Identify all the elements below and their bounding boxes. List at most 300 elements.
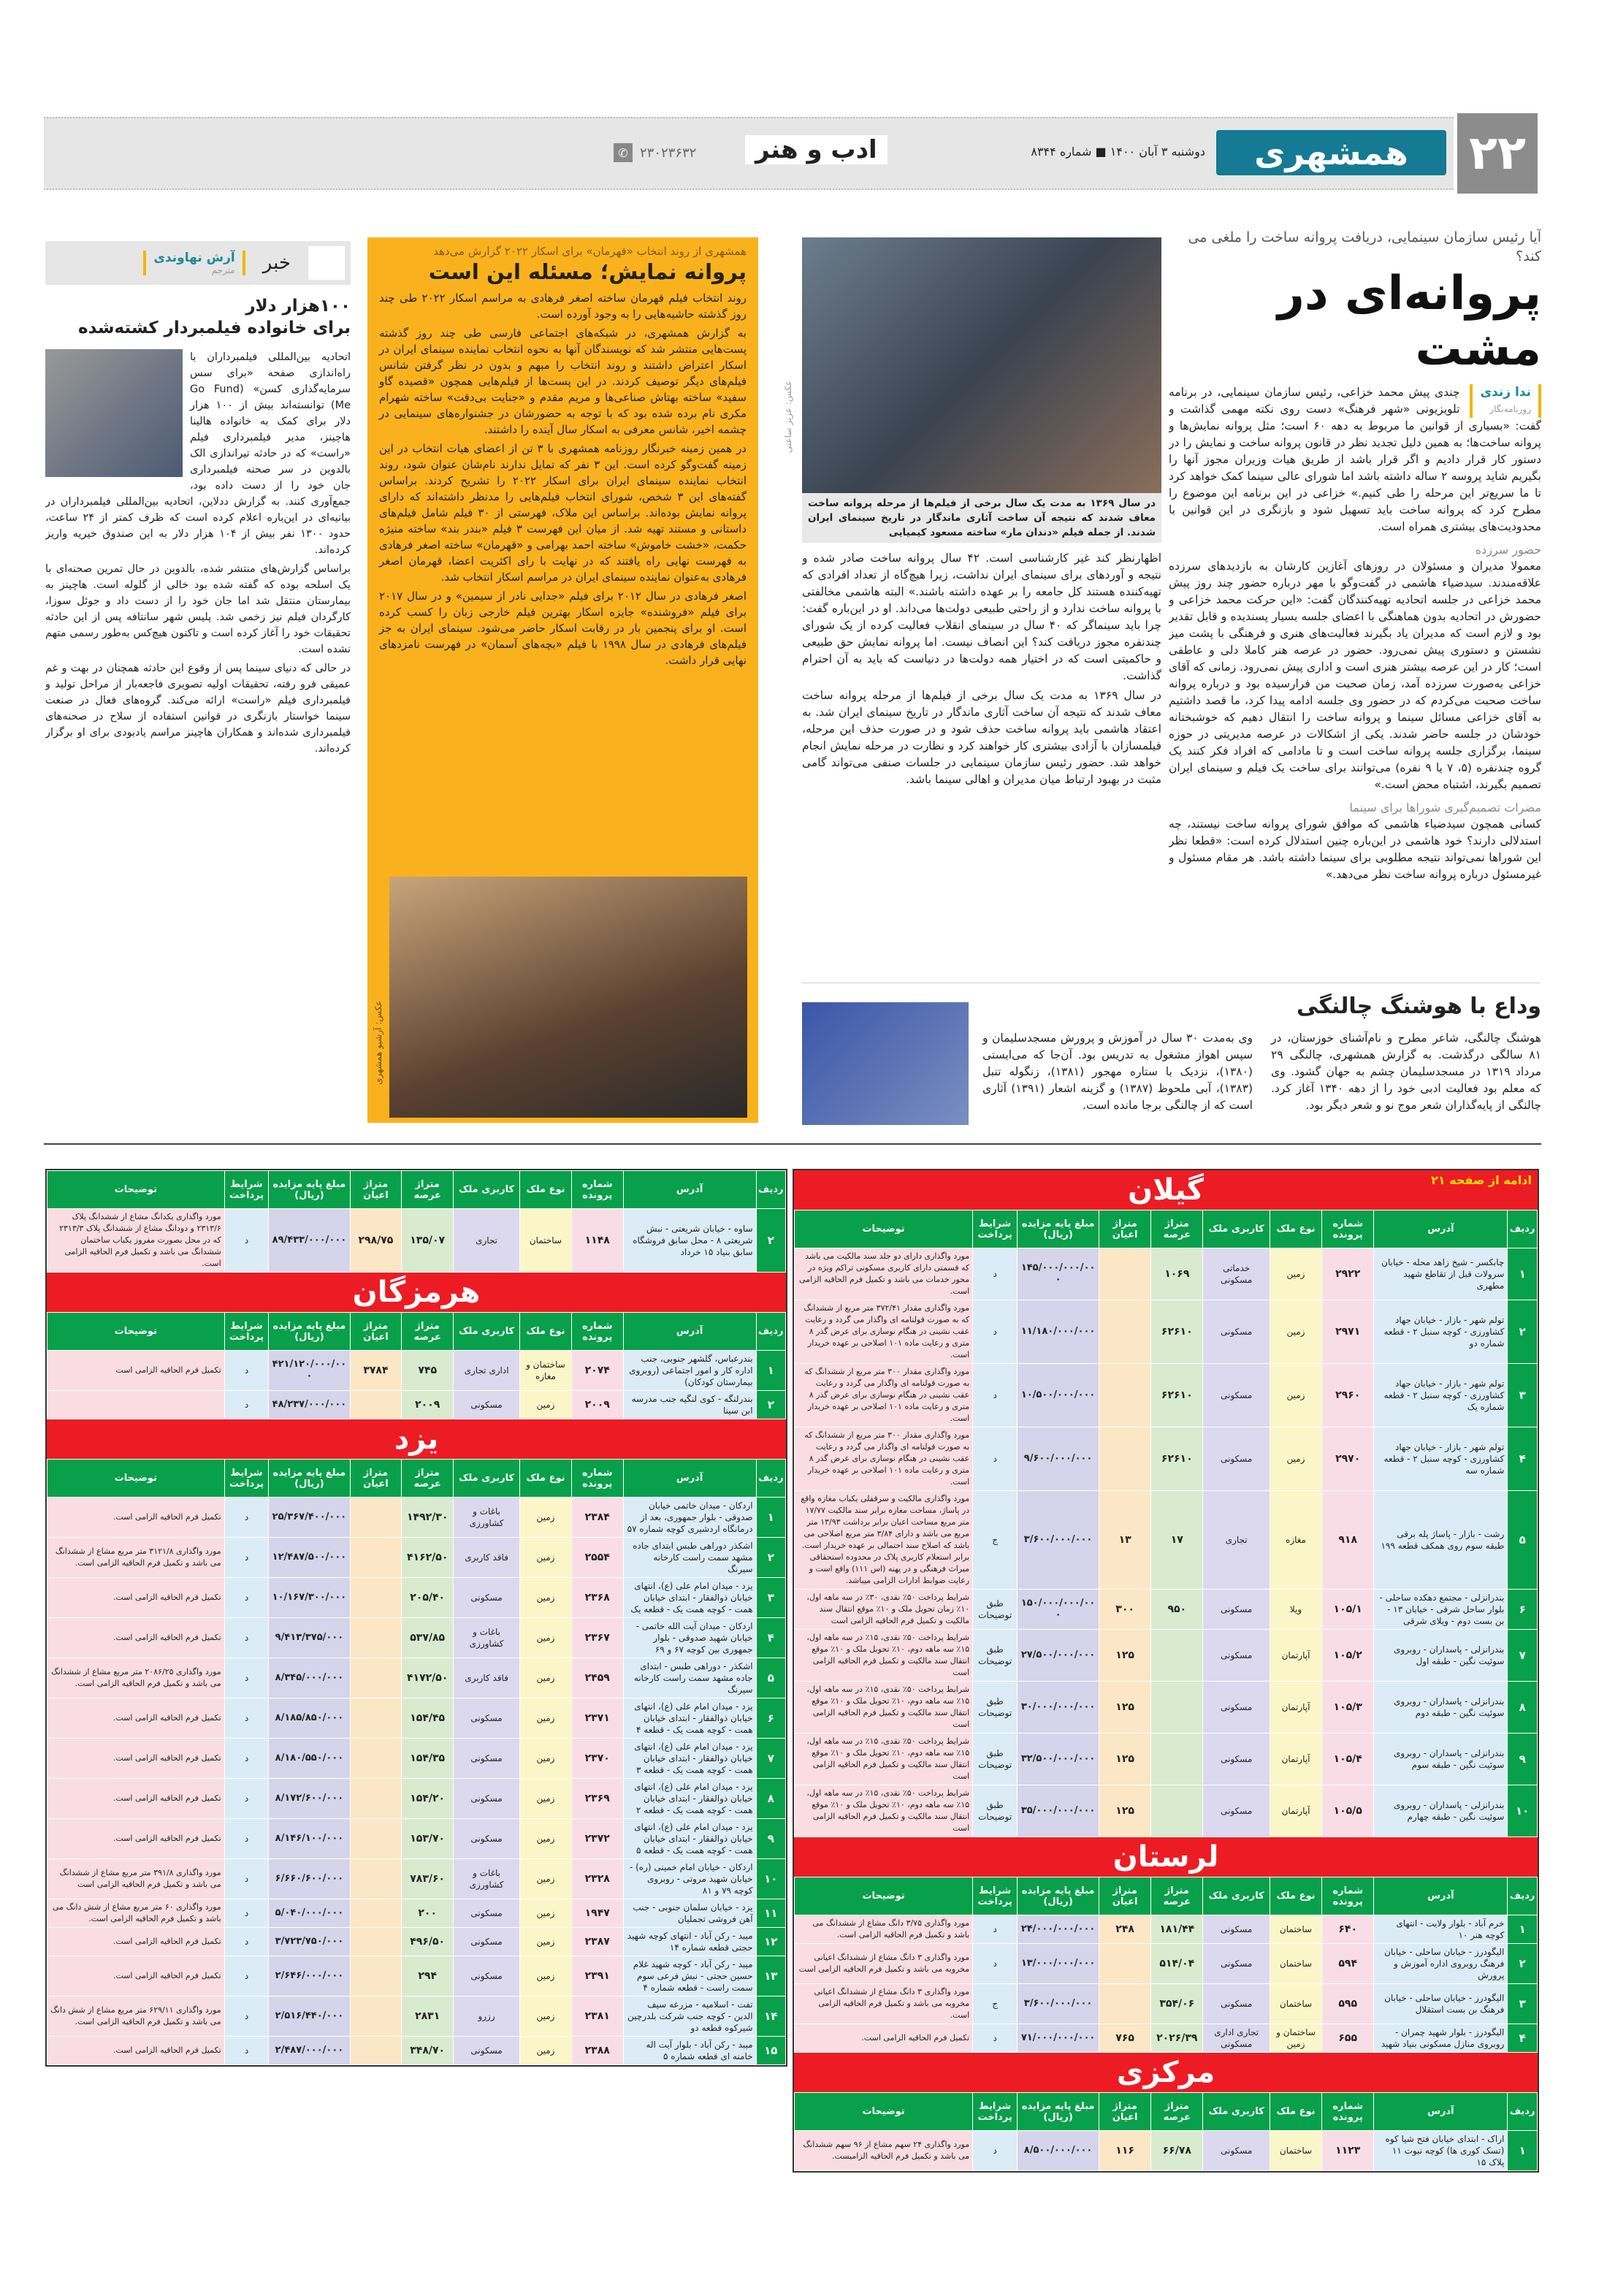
column-header: ردیف (756, 1460, 785, 1498)
auction-table (794, 2092, 1538, 2171)
table-row (47, 2037, 786, 2065)
region-title (47, 1419, 786, 1459)
table-cell (1099, 1427, 1151, 1491)
table-cell: بندرلنگه - کوی لنگیه جنب مدرسه ابن سینا (623, 1391, 756, 1419)
table-cell: مسکونی (454, 1578, 520, 1618)
table-cell: د (224, 1658, 269, 1698)
column-header: متراژ عرصه (402, 1460, 454, 1498)
table-cell: ۲۳۷۲ (571, 1819, 623, 1859)
table-cell: تجاری (1203, 1491, 1270, 1590)
main-article-left-column (802, 237, 1161, 964)
table-row (47, 1658, 786, 1698)
table-cell: مورد واگذاری ۶۲۹/۱۱ متر مربع مشاع از شش دانگ می باشد و تکمیل فرم الحاقیه الزامی است. (47, 1996, 225, 2037)
table-cell: ساوه - خیابان شریعتی - نبش شریعتی ۸ - محل سابق فروشگاه سابق بنیاد ۱۵ خرداد (623, 1209, 756, 1273)
table-cell: ۲۳۸۱ (571, 1996, 623, 2037)
table-cell: زمین (1270, 1364, 1321, 1427)
section-phone (614, 143, 696, 162)
column-header: توضیحات (47, 1460, 225, 1498)
byline (1470, 384, 1541, 418)
table-cell: ۲ (1508, 1300, 1538, 1364)
column-header: شرایط پرداخت (973, 2093, 1018, 2131)
table-cell (1099, 1300, 1151, 1364)
table-cell: ۱۷ (1151, 1491, 1203, 1590)
table-cell: مورد واگذاری ۲۴ سهم مشاع از ۹۶ سهم ششدانگ می باشد و تکمیل فرم الحاقیه الزامیست. (795, 2131, 973, 2171)
table-cell: تجاری (454, 1209, 520, 1273)
table-cell (1151, 1734, 1203, 1785)
table-cell: ۲۳۸۴ (571, 1498, 623, 1538)
table-cell: ۵۱۴/۰۴ (1151, 1944, 1203, 1984)
table-cell: ۸/۵۰۰/۰۰۰/۰۰۰ (1018, 2131, 1099, 2171)
table-cell: مسکونی (1203, 1682, 1270, 1734)
table-cell: ۱۴۹۲/۳۰ (402, 1498, 454, 1538)
table-cell: تفت - اسلامیه - مزرعه سیف الدین - کوچه جنب شرکت بلدرچین شیرکوه قطعه دو (623, 1996, 756, 2037)
table-cell: تکمیل فرم الحاقیه الزامی است. (47, 1618, 225, 1658)
table-cell: ۶۴۰ (1322, 1915, 1374, 1944)
table-cell: ۶۶/۷۸ (1151, 2131, 1203, 2171)
table-cell: مسکونی (1203, 1590, 1270, 1630)
table-cell: اردکان - میدان خاتمی خیابان صدوقی - بلوار جمهوری، بعد از درمانگاه اردشیری کوچه شماره ۵۷ (623, 1498, 756, 1538)
table-cell (47, 1391, 225, 1419)
table-cell: د (224, 1618, 269, 1658)
table-cell: ۸/۳۴۵/۰۰۰/۰۰۰ (269, 1658, 350, 1698)
column-header: متراژ اعیان (350, 1313, 402, 1351)
table-cell: زمین (520, 1819, 572, 1859)
table-cell: تولم شهر - بازار - خیابان جهاد کشاورزی - کوچه سنبل ۲ - قطعه شماره سه (1374, 1427, 1508, 1491)
table-cell: اراک - ابتدای خیابان فتح شیا کوه (تسک کوری ها) کوچه نبوت ۱۱ پلاک ۱۵ (1374, 2131, 1508, 2171)
table-cell: تولم شهر - بازار - خیابان جهاد کشاورزی - کوچه سنبل ۲ - قطعه شماره یک (1374, 1364, 1508, 1427)
column-header: شرایط پرداخت (224, 1171, 269, 1209)
paragraph: اظهارنظر کند غیر کارشناسی است. ۴۲ سال پروانه ساخت صادر شده و نتیجه و آوردهای برای سینمای ایران نداشت، زیرا هیچ‌گاه از تعداد افرادی که تهیه‌کننده هستند کل جامعه را بر عهده داشته باشند.» البته هاشمی مخالفتی با پروانه ساخت ندارد و از راحتی طبیعی دولت‌ها می‌داند. او در این‌باره گفت: چرا باید سینماگر که ۴۰ سال در سینمای انقلاب فعالیت کرده از یک شورای چندنفره مجوز دریافت کند؟ این انصاف نیست. اما پروانه نمایش حق طبیعی و حاکمیتی است که در اختیار همه دولت‌ها در دنیاست که باید به آن احترام گذاشت. (802, 552, 1161, 682)
divider (44, 1143, 1541, 1145)
table-cell: د (224, 1578, 269, 1618)
table-cell: ۱۵۳/۷۰ (402, 1819, 454, 1859)
table-cell: زمین (520, 1899, 572, 1928)
table-cell: د (973, 2024, 1018, 2053)
table-cell: د (224, 1739, 269, 1779)
headline-line: ۱۰۰هزار دلار (245, 297, 351, 316)
table-cell: ۸/۱۸۰/۵۵۰/۰۰۰ (269, 1739, 350, 1779)
table-cell: ۷ (756, 1739, 785, 1779)
table-cell: زمین (520, 1779, 572, 1819)
table-cell: ۱ (1508, 2131, 1538, 2171)
table-cell (350, 1698, 402, 1739)
table-cell: مسکونی (454, 1391, 520, 1419)
column-header: کاربری ملک (1203, 1210, 1270, 1248)
table-cell: مورد واگذاری ۳ دانگ مشاع از ششدانگ اعیانی مخروبه می باشد و تکمیل فرم الحاقیه الزامی است (795, 1944, 973, 1984)
table-row (795, 1785, 1538, 1837)
table-cell: ۲۹۶۰ (1322, 1364, 1374, 1427)
table-cell: مورد واگذاری ۳ دانگ مشاع از ششدانگ اعیانی مخروبه می باشد و تکمیل فرم الحاقیه الزامی است. (795, 1984, 973, 2024)
table-cell: ۸/۱۴۶/۱۰۰/۰۰۰ (269, 1819, 350, 1859)
column-header: نوع ملک (1270, 1877, 1321, 1915)
table-cell: یزد - میدان امام علی (ع)، انتهای خیابان ذوالفقار - ابتدای خیابان همت - کوچه همت یک - قطعه ۵ (623, 1819, 756, 1859)
table-cell: شرایط پرداخت ۵۰٪ نقدی، ۱۵٪ در سه ماهه اول، ۱۵٪ سه ماهه دوم، ۱۰٪ تحویل ملک و ۱۰٪ موقع انتقال سند مالکیت و تکمیل فرم الحاقیه الزامی است (795, 1682, 973, 1734)
table-cell: د (973, 1427, 1018, 1491)
table-cell: ۱ (756, 1498, 785, 1538)
table-cell: زمین (520, 1658, 572, 1698)
table-cell: د (224, 1698, 269, 1739)
region-name: یزد (394, 1422, 439, 1456)
paragraph: اصغر فرهادی در سال ۲۰۱۲ برای فیلم «جدایی نادر از سیمین» و در سال ۲۰۱۷ برای فیلم «فروشنده» جایزه اسکار بهترین فیلم خارجی زبان را کسب کرده است. او برای پنجمین بار در رقابت اسکار حاضر می‌شود. سینمای ایران به جز فیلم‌های فرهادی در سال ۱۹۹۸ با فیلم «بچه‌های آسمان» در فهرست نامزدهای نهایی قرار داشت. (379, 590, 747, 667)
table-cell: مسکونی (1203, 1984, 1270, 2024)
table-cell: ۲ (756, 1209, 785, 1273)
table-cell: مسکونی (1203, 1944, 1270, 1984)
paragraph: به گزارش همشهری، در شبکه‌های اجتماعی فارسی طی چند روز گذشته پست‌هایی منتشر شد که نویسندگان آنها به نحوه انتخاب نماینده سینمای ایران در اسکار اعتراض داشتند و روند انتخاب را مبهم و بدون در نظر گرفتن شانس فیلم‌های دیگر توصیف کردند. در این پست‌ها از فیلم‌هایی همچون «قصیده گاو سفید» ساخته بهتاش صناعی‌ها و مریم مقدم و «جنایت بی‌دقت» ساخته شهرام مکری نام برده شده بود که با توجه به حضورشان در جشنواره‌های سینمایی در چشمه اخیر، شانس معرفی به اسکار سال آینده را داشتند. (379, 327, 747, 436)
table-cell: مغازه (1270, 1491, 1321, 1590)
column-header: متراژ اعیان (1099, 1877, 1151, 1915)
table-cell: ۳۷۸۴ (350, 1351, 402, 1391)
column-header: متراژ اعیان (1099, 2093, 1151, 2131)
table-cell: تجاری اداری مسکونی (1203, 2024, 1270, 2053)
table-cell: یزد - میدان امام علی (ع)، انتهای خیابان ذوالفقار - ابتدای خیابان همت - کوچه همت یک - قطعه ۳ (623, 1739, 756, 1779)
paragraph: معمولا مدیران و مسئولان در روزهای آغازین کارشان به بازدیدهای سرزده علاقه‌مندند. سیدضیاء هاشمی در گفت‌وگو با مهر درباره حضور چند روز پیش محمد خزاعی در جلسه اتحادیه تهیه‌کنندگان گفت: «این حرکت محمد خزاعی و حضورش در اتحادیه بدون هماهنگی با اعضای جلسه بسیار پسندیده و قابل تقدیر بود و لازم است که مدیران یاد بگیرند فعالیت‌های هنری و فرهنگی با پشت میز نشستن و دستوری پیش نمی‌رود. حضور در عرصه هنر کاملا دلی و عاطفی است؛ کار در این عرصه بیشتر هنری است و اداری پیش نمی‌رود. زمانی که آقای خزاعی به‌صورت سرزده آمد، زمان صحبت من فرارسیده بود و درباره پروانه ساخت صحبت می‌کردم که در حضور وی جلسه ادامه پیدا کرد، ما قصد داشتیم به آقای خزاعی مسائل سینما و پروانه ساخت را انتقال دهیم که خوشبختانه خودشان در جلسه حاضر شدند. یکی از اشکالات در عرصه مدیریتی در حوزه سینما، برگزاری جلسه پروانه ساخت است و تا مادامی که افراد فکر کنند یک گروه چندنفره (۵، ۷ یا ۹ نفره) می‌توانند برای ساخت یک فیلم و سینمای ایران تصمیم بگیرند، اشتباه محض است.» (1169, 560, 1541, 791)
auction-tables-left (45, 1169, 787, 2067)
table-cell: تکمیل فرم الحاقیه الزامی است. (47, 1819, 225, 1859)
column-header: متراژ عرصه (402, 1171, 454, 1209)
byline (143, 251, 245, 275)
main-article-lead (1169, 384, 1541, 886)
table-cell: یزد - خیابان سلمان جنوبی - جنب آهن فروشی تجملیان (623, 1899, 756, 1928)
column-header: شرایط پرداخت (973, 1210, 1018, 1248)
table-cell: تکمیل فرم الحاقیه الزامی است. (47, 1739, 225, 1779)
table-cell: د (973, 1915, 1018, 1944)
table-row (795, 1364, 1538, 1427)
table-cell (350, 1899, 402, 1928)
table-cell: زمین (520, 1859, 572, 1899)
table-row (795, 1944, 1538, 1984)
table-cell: یزد - میدان امام علی (ع)، انتهای خیابان ذوالفقار - ابتدای خیابان همت - کوچه همت یک - قطعه ۴ (623, 1698, 756, 1739)
column-header: توضیحات (795, 1877, 973, 1915)
headline-line: برای خانواده فیلمبردار کشته‌شده (78, 319, 351, 337)
table-cell: ۱۰/۱۶۷/۳۰۰/۰۰۰ (269, 1578, 350, 1618)
table-cell: ۲۳۹۱ (571, 1956, 623, 1996)
column-header: کاربری ملک (454, 1460, 520, 1498)
column-header: مبلغ پایه مزایده (ریال) (269, 1460, 350, 1498)
table-cell: ۷ (1508, 1630, 1538, 1682)
paragraph: براساس گزارش‌های منتشر شده، بالدوین در حال تمرین صحنه‌ای با یک اسلحه بوده که گفته شده بود خالی از گلوله است. هاچینز به بیمارستان منتقل شد اما جان خود را از دست داد و جوئل سوزا، کارگردان فیلم نیز زخمی شد. پلیس شهر سانتافه پس از این حادثه تحقیقات خود را آغاز کرده است و تاکنون هیچ‌کس به‌طور رسمی متهم نشده است. (45, 563, 351, 655)
column-header: متراژ عرصه (1151, 1210, 1203, 1248)
table-cell: د (224, 1351, 269, 1391)
table-cell: ۲۷/۵۰۰/۰۰۰/۰۰۰ (1018, 1630, 1099, 1682)
table-cell: مورد واگذاری ۳/۷۵ دانگ مشاع از ششدانگ می باشد و تکمیل فرم الحاقیه الزامی است. (795, 1915, 973, 1944)
table-cell: تولم شهر - بازار - خیابان جهاد کشاورزی - کوچه سنبل ۲ - قطعه شماره دو (1374, 1300, 1508, 1364)
table-cell: شرایط پرداخت ۵۰٪ نقدی، ۳۰٪ در سه ماهه اول، ۱۰٪ زمان تحویل ملک و ۱۰٪ موقع انتقال سند مالکیت و تکمیل فرم الحاقیه الزامی است (795, 1590, 973, 1630)
table-cell: ۷۱/۰۰۰/۰۰۰/۰۰۰ (1018, 2024, 1099, 2053)
table-cell: ۱ (1508, 1915, 1538, 1944)
table-cell: باغات و کشاورزی (454, 1618, 520, 1658)
lead-paragraph: چندی پیش محمد خزاعی، رئیس سازمان سینمایی، در برنامه تلویزیونی «شهر فرهنگ» دست روی نکته مهمی گذاشت و گفت: «بسیاری از قوانین ما مربوط به دهه ۶۰ است؛ مثل پروانه نمایش‌ها و پروانه ساخت‌ها؛ به همین دلیل تجدید نظر در قانون پروانه ساخت و نمایش را در دستور کار قرار دادیم و اگر قرار باشد از طریق هیات وزیران مجوز آنها را بگیریم شاید پروسه ۲ ساله داشته باشد اما شورای عالی سینما کمک خواهد کرد تا ما سریع‌تر این مرحله را طی کنیم.» خزاعی در این برنامه این موضوع را مطرح کرد که پروانه ساخت باید تسهیل شود و بازنگری در این قوانین با محدودیت‌های بیشتری همراه است. (1169, 386, 1541, 533)
table-cell: مورد واگذاری ۳۹۱/۸ متر مربع مشاع از ششدانگ می باشد و تکمیل فرم الحاقیه الزامی است (47, 1859, 225, 1899)
table-cell (350, 1538, 402, 1578)
table-cell: ۳۲/۵۰۰/۰۰۰/۰۰۰ (1018, 1734, 1099, 1785)
table-cell: ۱۰/۵۰۰/۰۰۰/۰۰۰ (1018, 1364, 1099, 1427)
table-cell: ج (973, 1491, 1018, 1590)
table-cell: زمین (520, 1996, 572, 2037)
author-name: ندا زندی (1480, 385, 1531, 400)
table-cell: مسکونی (1203, 1915, 1270, 1944)
table-cell: ۲ (756, 1538, 785, 1578)
obituary-headline: وداع با هوشنگ چالنگی (1297, 993, 1541, 1019)
table-cell (350, 1779, 402, 1819)
region-name: مرکزی (1116, 2056, 1215, 2089)
table-cell: ۵ (1508, 1491, 1538, 1590)
table-cell: ۱۳ (1099, 1491, 1151, 1590)
table-cell: زمین (1270, 1300, 1321, 1364)
table-cell: ۲۳۸۸ (571, 2037, 623, 2065)
table-cell: ج (973, 1984, 1018, 2024)
table-cell: تکمیل فرم الحاقیه الزامی است. (47, 1498, 225, 1538)
paragraph: در حالی که دنیای سینما پس از وقوع این حادثه همچنان در بهت و غم عمیقی فرو رفته، تحقیقات اولیه تصویری فاجعه‌بار از مراحل تولید و فیلمبرداری فیلم «راست» ارائه می‌کند. گروه‌های فعال در صنعت سینما خواستار بازنگری در قوانین استفاده از سلاح در صحنه‌های فیلمبرداری شده‌اند و همکاران هاچینز مراسم یادبودی برای او برگزار کرده‌اند. (45, 663, 351, 755)
paragraph: اتحادیه بین‌المللی فیلمبرداران با راه‌اندازی صفحه «برای سس سرمایه‌گذاری کسن» (Go Fund Me) توانسته‌اند بیش از ۱۰۰ هزار دلار برای کمک به خانواده هالینا هاچینز، مدیر فیلمبرداری فیلم «راست» که در حادثه تیراندازی الک بالدوین در سر صحنه فیلمبرداری جان خود را از دست داده بود، جمع‌آوری کنند. به گزارش ددلاین، اتحادیه بین‌المللی فیلمبرداران در بیانیه‌ای در این‌باره اعلام کرده است که ظرف کمتر از ۲۴ ساعت، حدود ۱۳۰۰ نفر بیش از ۱۰۴ هزار دلار به این صندوق خیریه واریز کرده‌اند. (45, 351, 351, 556)
table-cell: اشکذر - دوراهی طبس - ابتدای جاده مشهد سمت راست کارخانه سیرنگ (623, 1658, 756, 1698)
table-cell (350, 1498, 402, 1538)
table-cell: ۱۱۶ (1099, 2131, 1151, 2171)
phone-number: ۲۳۰۲۳۶۳۲ (640, 145, 697, 161)
table-cell: آپارتمان (1270, 1734, 1321, 1785)
table-cell: ۳۰۰ (1099, 1590, 1151, 1630)
table-cell (1099, 1364, 1151, 1427)
table-row (47, 1819, 786, 1859)
table-cell: د (224, 1996, 269, 2037)
table-cell: ۲۳۷۰ (571, 1739, 623, 1779)
table-cell: ۳/۶۰۰/۰۰۰/۰۰۰ (1018, 1491, 1099, 1590)
table-cell: ۲ (756, 1391, 785, 1419)
table-cell: الیگودرز - خیابان ساحلی - خیابان فرهنگ بن بست استقلال (1374, 1984, 1508, 2024)
table-cell: ۱۰۵/۵ (1322, 1785, 1374, 1837)
table-cell: شرایط پرداخت ۵۰٪ نقدی، ۱۵٪ در سه ماهه اول، ۱۵٪ سه ماهه دوم، ۱۰٪ تحویل ملک و ۱۰٪ موقع انتقال سند مالکیت و تکمیل فرم الحاقیه الزامی است (795, 1630, 973, 1682)
column-header: شماره پرونده (1322, 2093, 1374, 2131)
column-header: متراژ اعیان (350, 1460, 402, 1498)
table-cell: ۲/۴۸۷/۰۰۰/۰۰۰ (269, 2037, 350, 2065)
table-cell: ۶/۶۶۰/۶۰۰/۰۰۰ (269, 1859, 350, 1899)
paragraph: در همین زمینه خبرنگار روزنامه همشهری با ۳ تن از اعضای هیات انتخاب در این زمینه گفت‌وگو کرده است. این ۳ نفر که تمایل ندارند نام‌شان عنوان شود، روند انتخاب نماینده سینمای ایران برای اسکار ۲۰۲۲ را تشریح کردند. براساس گفته‌های این ۳ شخص، شورای انتخاب فیلم‌هایی را مدنظر داشته‌اند که دارای پروانه نمایش بوده‌اند. براساس این ملاک، فهرستی از ۳۰ فیلم شامل فیلم‌های داستانی و مستند تهیه شد. از میان این فهرست ۳ فیلم «بندر بند» ساخته منیژه حکمت، «خشت خاموش» ساخته احمد بهرامی و «قهرمان» ساخته اصغر فرهادی به فهرست نهایی راه یافتند که در نهایت با رای اکثریت اعضا، قهرمان اصغر فرهادی به‌عنوان نماینده سینمای ایران در مراسم اسکار انتخاب شد. (379, 442, 747, 584)
table-cell: ساختمان (1270, 2131, 1321, 2171)
table-cell: ۴۲۱/۱۲۰/۰۰۰/۰۰۰ (269, 1351, 350, 1391)
table-cell: د (224, 1779, 269, 1819)
main-article-right-column (1169, 228, 1541, 966)
table-cell: چابکسر - شیخ زاهد محله - خیابان سرولات قبل از تقاطع شهید مطهری (1374, 1248, 1508, 1300)
table-cell: اردکان - میدان آیت الله خاتمی - خیابان شهید صدوقی - بلوار جمهوری بین کوچه ۶۷ و ۶۹ (623, 1618, 756, 1658)
film-still-photo (802, 237, 1161, 493)
table-cell: مورد واگذاری دارای دو جلد سند مالکیت می باشد که قسمتی دارای کاربری مسکونی تراکم ویژه در محور خدمات می باشد و تکمیل فرم الحاقیه الزامی است. (795, 1248, 973, 1300)
table-cell: مسکونی (1203, 1630, 1270, 1682)
table-cell: ۲ (1508, 1944, 1538, 1984)
table-cell: ۱۰ (1508, 1785, 1538, 1837)
table-cell: مسکونی (1203, 1364, 1270, 1427)
table-cell: مسکونی (454, 1698, 520, 1739)
table-cell: بندرعباس، گلشهر جنوبی، جنب اداره کار و امور اجتماعی (روبروی بیمارستان کودکان) (623, 1351, 756, 1391)
table-cell: میبد - رکن آباد - بلوار آیت اله خامنه ای قطعه شماره ۵ (623, 2037, 756, 2065)
column-header: متراژ اعیان (350, 1171, 402, 1209)
table-cell: ساختمان (1270, 1984, 1321, 2024)
table-cell: بندرانزلی - پاسداران - روبروی سوئیت نگین - طبقه اول (1374, 1630, 1508, 1682)
table-cell: مسکونی (1203, 1734, 1270, 1785)
column-header: مبلغ پایه مزایده (ریال) (269, 1171, 350, 1209)
table-cell: ۶ (1508, 1590, 1538, 1630)
film-cast-photo (389, 877, 747, 1118)
table-cell: ۱۹۴۷ (571, 1899, 623, 1928)
auction-table (47, 1170, 786, 1273)
column-header: توضیحات (47, 1171, 225, 1209)
table-cell: ۲۵/۳۶۷/۴۰۰/۰۰۰ (269, 1498, 350, 1538)
table-cell: ۱۲۵ (1099, 1734, 1151, 1785)
table-cell: مسکونی (1203, 2131, 1270, 2171)
table-cell: مورد واگذاری ۲۰۸۶/۲۵ متر مربع مشاع از ششدانگ می باشد و تکمیل فرم الحاقیه الزامی است. (47, 1658, 225, 1698)
table-cell (1099, 1984, 1151, 2024)
main-kicker: آیا رئیس سازمان سینمایی، دریافت پروانه ساخت را ملغی می کند؟ (1188, 229, 1541, 264)
table-cell: ۲۳۸۷ (571, 1928, 623, 1956)
column-header: مبلغ پایه مزایده (ریال) (269, 1313, 350, 1351)
column-header: ردیف (1508, 2093, 1538, 2131)
column-header: توضیحات (47, 1313, 225, 1351)
photo-credit: عکس: عزیز ساعتی (783, 381, 793, 453)
table-cell: د (224, 1391, 269, 1419)
table-cell: ۱۰۵/۴ (1322, 1734, 1374, 1785)
table-cell: ۱۰۵/۲ (1322, 1630, 1374, 1682)
table-cell: شرایط پرداخت ۵۰٪ نقدی، ۱۵٪ در سه ماهه اول، ۱۵٪ سه ماهه دوم، ۱۰٪ تحویل ملک و ۱۰٪ موقع انتقال سند مالکیت و تکمیل فرم الحاقیه الزامی است (795, 1734, 973, 1785)
photo-credit: عکس: آرشیو همشهری (373, 1000, 383, 1085)
table-cell: مسکونی (1203, 1427, 1270, 1491)
table-cell: ۳ (756, 1578, 785, 1618)
table-cell: ساختمان (1270, 1944, 1321, 1984)
table-row (47, 1779, 786, 1819)
table-cell: ۳/۷۲۳/۷۵۰/۰۰۰ (269, 1928, 350, 1956)
table-cell: ۲/۵۱۶/۴۴۰/۰۰۰ (269, 1996, 350, 2037)
table-header (795, 2093, 1538, 2131)
table-cell: تکمیل فرم الحاقیه الزامی است. (47, 1698, 225, 1739)
table-cell: مسکونی (454, 1739, 520, 1779)
table-cell: د (224, 1209, 269, 1273)
table-cell: ۹۱۸ (1322, 1491, 1374, 1590)
table-cell: ساختمان (1270, 1915, 1321, 1944)
author-name: آرش نهاوندی (153, 251, 235, 265)
table-cell: د (224, 1956, 269, 1996)
table-cell: د (224, 1498, 269, 1538)
column-header: کاربری ملک (454, 1313, 520, 1351)
table-cell: میبد - رکن آباد - کوچه شهید غلام حسین حجتی - نبش فرعی سوم سمت راست - قطعه شماره ۴ (623, 1956, 756, 1996)
table-cell: ۴ (1508, 2024, 1538, 2053)
table-cell: ۲۳۷۱ (571, 1698, 623, 1739)
table-cell: ساختمان (520, 1209, 572, 1273)
auction-tables-right (793, 1169, 1539, 2173)
continued-label: ادامه از صفحه ۲۱ (1431, 1173, 1532, 1187)
table-row (795, 2131, 1538, 2171)
table-cell: ۱۲۵ (1099, 1682, 1151, 1734)
table-cell: مورد واگذاری ۳۱۲۱/۸ متر مربع مشاع از ششدانگ می باشد و تکمیل فرم الحاقیه الزامی است. (47, 1538, 225, 1578)
table-cell: تکمیل فرم الحاقیه الزامی است. (47, 2037, 225, 2065)
table-cell: ۵۳۷/۸۵ (402, 1618, 454, 1658)
table-cell: د (224, 1928, 269, 1956)
table-cell: زمین (1270, 1427, 1321, 1491)
column-header: نوع ملک (520, 1313, 572, 1351)
table-cell: آپارتمان (1270, 1682, 1321, 1734)
column-header: کاربری ملک (1203, 2093, 1270, 2131)
region-title (794, 1837, 1538, 1877)
table-cell: ۱۸۱/۴۴ (1151, 1915, 1203, 1944)
table-cell: ۱۱/۱۸۰/۰۰۰/۰۰۰ (1018, 1300, 1099, 1364)
column-header: آدرس (1374, 1877, 1508, 1915)
table-cell (350, 2037, 402, 2065)
table-cell (350, 1391, 402, 1419)
table-cell: زمین (520, 1956, 572, 1996)
table-row (795, 1491, 1538, 1590)
region-name: لرستان (1112, 1840, 1219, 1874)
table-cell: د (224, 1859, 269, 1899)
table-cell: مورد واگذاری مقدار ۳۰۰ متر مربع از ششدانگ که به صورت قولنامه ای واگذار می گردد و رعایت عقب نشینی در هنگام نوسازی برای عرض گذر ۸ متری و رعایت ماده ۱۰۱ اصلاحی بر عهده خریدار است. (795, 1364, 973, 1427)
table-row (47, 1618, 786, 1658)
table-cell: الیگودرز - بلوار شهید چمران - روبروی منازل مسکونی بنیاد شهید (1374, 2024, 1508, 2053)
news-header (45, 241, 351, 285)
table-row (795, 1248, 1538, 1300)
table-cell: ۲۴۵۹ (571, 1658, 623, 1698)
table-cell: ۶۲۶۱۰ (1151, 1300, 1203, 1364)
table-cell: ۸/۱۷۲/۶۰۰/۰۰۰ (269, 1779, 350, 1819)
table-cell: ۳۰/۰۰۰/۰۰۰/۰۰۰ (1018, 1682, 1099, 1734)
table-cell: مورد واگذاری مقدار ۳۷۲/۴۱ متر مربع از ششدانگ که به صورت قولنامه ای واگذار می گردد و رعایت عقب نشینی در هنگام نوسازی برای عرض گذر ۸ متری و رعایت ماده ۱۰۱ اصلاحی بر عهده خریدار است. (795, 1300, 973, 1364)
table-row (47, 1391, 786, 1419)
table-cell: رزرو (454, 1996, 520, 2037)
news-column (45, 241, 351, 1121)
table-cell (1099, 1944, 1151, 1984)
table-cell (1151, 1630, 1203, 1682)
oscar-headline: پروانه نمایش؛ مسئله این است (428, 259, 747, 284)
column-header: ردیف (1508, 1210, 1538, 1248)
table-cell: خدماتی مسکونی (1203, 1248, 1270, 1300)
table-cell: زمین (520, 1739, 572, 1779)
table-cell: ۴ (1508, 1427, 1538, 1491)
table-cell (350, 1859, 402, 1899)
table-cell: ۸ (1508, 1682, 1538, 1734)
table-cell: تکمیل فرم الحاقیه الزامی است. (47, 1578, 225, 1618)
paragraph: کسانی همچون سیدضیاء هاشمی که موافق شورای پروانه ساخت نیستند، چه استدلالی دارند؟ خود هاشمی در این‌باره چنین استدلال کرده است: «قطعا نظر این شوراها نمی‌تواند نتیجه مطلوبی برای سینما داشته باشد. هر مقام مسئول و غیرمسئول درباره پروانه ساخت نظر می‌دهد.» (1169, 817, 1541, 881)
table-row (47, 1928, 786, 1956)
author-role: مترجم (211, 265, 235, 275)
news-box (308, 246, 345, 280)
table-cell: ۲۰۰۹ (571, 1391, 623, 1419)
column-header: شماره پرونده (1322, 1210, 1374, 1248)
table-row (795, 1300, 1538, 1364)
column-header: متراژ عرصه (1151, 1877, 1203, 1915)
table-cell: بندرانزلی - مجتمع دهکده ساحلی - بلوار ساحل شرقی - خیابان ۱۳ - بن بست دوم - ویلای شرقی (1374, 1590, 1508, 1630)
table-cell: زمین (520, 1391, 572, 1419)
table-cell: ۴۱۷۲/۵۰ (402, 1658, 454, 1698)
table-cell: مورد واگذاری مالکیت و سرقفلی یکباب مغازه واقع در پاساژ، مساحت مغازه برابر سند مالکیت ۱۷/۷۷ متر مربع مساحت اعیان برابر برداشت ۱۳/۹۳ متر مربع می باشد و دارای ۳/۸۴ متر مربع اصلاحی می باشد که اصلاح سند احتمالی بر عهده خریدار است. برابر استعلام کاربری پلاک در محدوده استحقاقی میراث فرهنگی و در پهنه (اس ۱۱۱) واقع است و رعایت ضوابط ادارات الزامی میباشد. (795, 1491, 973, 1590)
table-cell: د (224, 2037, 269, 2065)
table-cell: زمین (520, 2037, 572, 2065)
column-header: نوع ملک (520, 1171, 572, 1209)
table-cell: مسکونی (1203, 1785, 1270, 1837)
table-cell: اداری تجاری (454, 1351, 520, 1391)
table-cell: تکمیل فرم الحاقیه الزامی است. (47, 1928, 225, 1956)
table-cell: ۷۸۳/۶۰ (402, 1859, 454, 1899)
table-cell: ۱۱۴۸ (571, 1209, 623, 1273)
table-cell: ۱۵۴/۴۵ (402, 1698, 454, 1739)
table-cell: ۳/۶۰۰/۰۰۰/۰۰۰ (1018, 1984, 1099, 2024)
table-cell: ۲۰۲۶/۳۹ (1151, 2024, 1203, 2053)
table-cell: ۴۹۶/۵۰ (402, 1928, 454, 1956)
table-cell: ۵ (756, 1658, 785, 1698)
region-name: گیلان (1127, 1173, 1205, 1207)
table-cell: ۵۹۴ (1322, 1944, 1374, 1984)
table-cell: ۱۰۵/۱ (1322, 1590, 1374, 1630)
table-cell: فاقد کاربری (454, 1538, 520, 1578)
table-cell (1151, 1785, 1203, 1837)
column-header: آدرس (623, 1460, 756, 1498)
table-cell: ۱۳۵/۰۷ (402, 1209, 454, 1273)
table-row (47, 1538, 786, 1578)
table-cell: مورد واگذاری یکدانگ مشاع از ششدانگ پلاک ۲۳۱۳/۶ و دودانگ مشاع از ششدانگ پلاک ۲۳۱۳/۳ که در محل بصورت مفروز یکباب ساختمان ششدانگ می باشد و تکمیل فرم الحاقیه الزامی است. (47, 1209, 225, 1273)
table-row (47, 1739, 786, 1779)
